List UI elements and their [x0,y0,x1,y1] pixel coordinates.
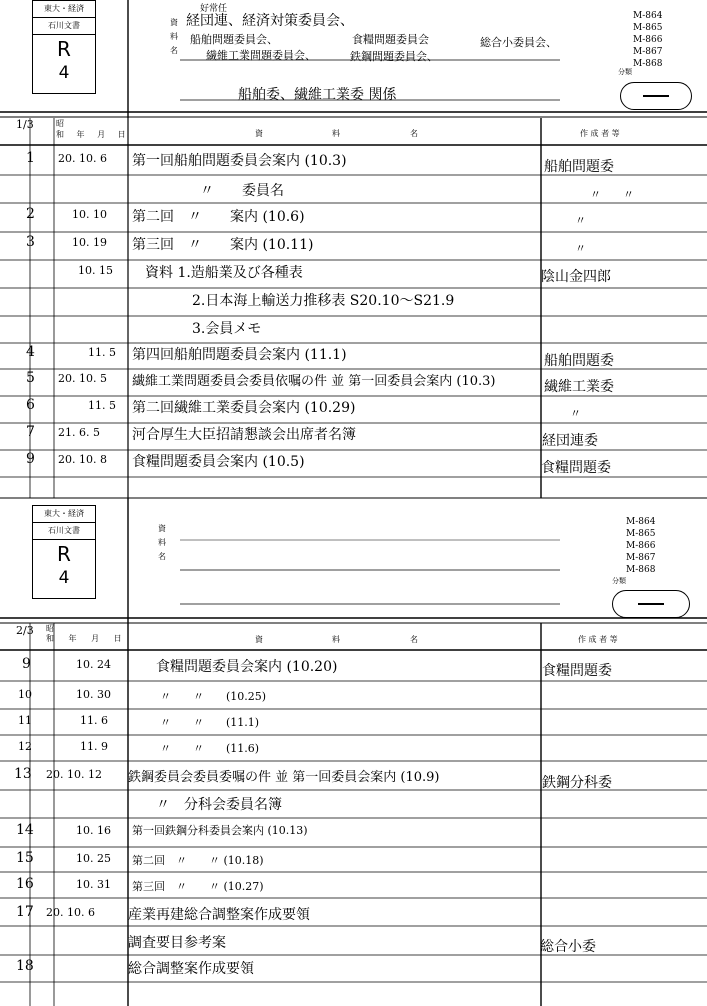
header-title-char: 資 [255,129,263,138]
row-title: 3.会員メモ [192,321,262,337]
class-code: M-868 [626,565,656,575]
class-codes [626,516,655,576]
row-date: 20. 10. 5 [58,372,107,385]
sheet-no: 2/3 [16,624,34,637]
class-code: M-867 [633,47,663,57]
row-date: 11. 5 [88,399,116,412]
row-title: 第三回 〃 〃 (10.27) [132,880,264,893]
row-author: 〃 [575,242,586,255]
header-committee: 食糧問題委員会 [352,33,429,46]
row-author: 〃 〃 [590,188,634,201]
row-date: 10. 19 [72,236,107,249]
header-committee: 繊維工業問題委員会、 [206,49,316,62]
side-char: 資 [170,18,178,27]
row-date: 20. 10. 6 [58,152,107,165]
row-no: 18 [16,958,34,974]
stamp-letter: R [57,37,71,61]
class-code: M-866 [633,35,663,45]
row-no: 9 [22,656,31,672]
row-author: 〃 [570,407,581,420]
header-annotation: 好常任 [200,4,228,14]
row-date: 10. 30 [76,688,111,701]
class-code: M-864 [633,11,663,21]
row-no: 7 [26,424,35,440]
row-title: 食糧問題委員会案内 (10.20) [156,659,338,675]
row-author: 〃 [575,214,586,227]
side-char: 名 [170,46,178,55]
row-title: 総合調整案作成要領 [128,961,254,977]
header-title-char: 名 [410,635,418,644]
stamp-number: 4 [58,568,70,588]
row-title: 第四回船舶問題委員会案内 (11.1) [132,347,347,363]
row-author: 経団連委 [542,433,598,449]
row-date: 10. 15 [78,264,113,277]
row-no: 6 [26,397,35,413]
sheet-no: 1/3 [16,118,34,131]
class-code: M-866 [626,541,656,551]
row-title: 第二回繊維工業委員会案内 (10.29) [132,400,356,416]
row-title: 資料 1.造船業及び各種表 [145,265,303,281]
class-code: M-864 [626,517,656,527]
row-title: 第三回 〃 案内 (10.11) [132,237,314,253]
row-date: 10. 24 [76,658,111,671]
class-code: M-867 [626,553,656,563]
author-header: 作 成 者 等 [578,635,618,644]
class-codes [633,10,662,70]
row-title: 〃 〃 (11.1) [160,716,260,729]
row-no: 3 [26,234,35,250]
header-committee: 総合小委員会、 [480,36,557,49]
classification-oval [620,82,692,110]
row-title: 第二回 〃 案内 (10.6) [132,209,305,225]
row-author: 食糧問題委 [542,663,612,679]
row-no: 13 [14,766,32,782]
row-author: 船舶問題委 [544,159,614,175]
row-title: 産業再建総合調整案作成要領 [128,907,310,923]
row-date: 20. 10. 12 [46,768,102,781]
class-code: M-865 [633,23,663,33]
row-author: 繊維工業委 [544,379,614,395]
side-label [170,16,180,58]
side-char: 料 [170,32,178,41]
header-committee: 船舶問題委員会、 [190,33,278,46]
row-date: 20. 10. 8 [58,453,107,466]
row-no: 12 [18,740,32,753]
archive-stamp [32,505,96,599]
date-columns: 和 年 月 日 [56,130,126,139]
row-title: 〃 〃 (10.25) [160,690,267,703]
row-title: 第一回鉄鋼分科委員会案内 (10.13) [132,824,308,837]
row-title: 調査要目参考案 [128,935,226,951]
era-label: 昭 [46,624,54,633]
row-date: 11. 5 [88,346,116,359]
stamp-letter: R [57,542,71,566]
stamp-line1: 東大・経済 [33,3,95,18]
header-committee: 経団連、経済対策委員会、 [186,13,354,29]
row-date: 10. 31 [76,878,111,891]
class-label: 分類 [612,577,626,585]
row-title: 〃 分科会委員名簿 [156,797,282,813]
row-no: 15 [16,850,34,866]
row-no: 17 [16,904,34,920]
classification-oval [612,590,690,618]
side-label [158,522,168,564]
date-columns: 和 年 月 日 [46,634,122,643]
author-header: 作 成 者 等 [580,129,620,138]
row-no: 1 [26,150,35,166]
row-title: 2.日本海上輸送力推移表 S20.10〜S21.9 [192,293,455,309]
archive-stamp [32,0,96,94]
era-label: 昭 [56,119,64,128]
stamp-line2: 石川文書 [33,20,95,35]
subtitle: 船舶委、繊維工業委 関係 [238,87,397,103]
side-char: 料 [158,538,166,547]
row-date: 11. 9 [80,740,108,753]
row-no: 14 [16,822,34,838]
stamp-line2: 石川文書 [33,525,95,540]
header-title-char: 資 [255,635,263,644]
row-title: 食糧問題委員会案内 (10.5) [132,454,305,470]
row-title: 河合厚生大臣招請懇談会出席者名簿 [132,427,356,443]
row-title: 第一回船舶問題委員会案内 (10.3) [132,153,347,169]
header-title-char: 料 [332,129,340,138]
header-committee: 鉄鋼問題委員会、 [350,50,438,63]
row-author: 食糧問題委 [541,460,611,476]
header-title-char: 料 [332,635,340,644]
row-date: 11. 6 [80,714,108,727]
row-author: 総合小委 [540,939,596,955]
row-no: 11 [18,714,32,727]
row-no: 2 [26,206,35,222]
header-title-char: 名 [410,129,418,138]
class-code: M-868 [633,59,663,69]
row-author: 陰山金四郎 [541,269,611,285]
row-date: 10. 10 [72,208,107,221]
row-date: 20. 10. 6 [46,906,95,919]
row-author: 鉄鋼分科委 [542,775,612,791]
class-code: M-865 [626,529,656,539]
row-title: 第二回 〃 〃 (10.18) [132,854,264,867]
row-no: 16 [16,876,34,892]
row-title: 鉄鋼委員会委員委嘱の件 並 第一回委員会案内 (10.9) [128,770,440,785]
row-date: 21. 6. 5 [58,426,100,439]
row-title: 繊維工業問題委員会委員依嘱の件 並 第一回委員会案内 (10.3) [132,374,496,389]
row-title: 〃 委員名 [200,183,284,199]
row-date: 10. 25 [76,852,111,865]
row-date: 10. 16 [76,824,111,837]
row-no: 4 [26,344,35,360]
class-label: 分類 [618,68,632,76]
side-char: 資 [158,524,166,533]
row-title: 〃 〃 (11.6) [160,742,260,755]
row-no: 9 [26,451,35,467]
side-char: 名 [158,552,166,561]
stamp-number: 4 [58,63,70,83]
row-author: 船舶問題委 [544,353,614,369]
row-no: 10 [18,688,32,701]
stamp-line1: 東大・経済 [33,508,95,523]
row-no: 5 [26,370,35,386]
